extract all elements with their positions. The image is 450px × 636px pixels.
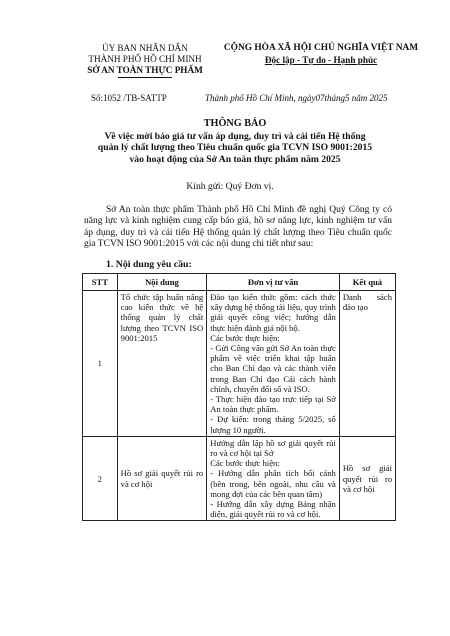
header-stt: STT xyxy=(83,274,118,291)
section-title: 1. Nội dung yêu cầu: xyxy=(106,259,192,270)
header-result: Kết quả xyxy=(339,274,395,291)
title-line-3: vào hoạt động của Sở An toàn thực phẩm năm 2025 xyxy=(129,153,341,165)
agency-line-3: SỞ AN TOÀN THỰC PHẨM xyxy=(87,65,203,75)
title-line-1: Về việc mời báo giá tư vấn áp dụng, duy trì và cải tiến Hệ thống xyxy=(104,130,366,142)
document-title xyxy=(40,118,430,165)
header-unit: Đơn vị tư vấn xyxy=(207,274,340,291)
agency-line-2: THÀNH PHỐ HỒ CHÍ MINH xyxy=(88,54,202,64)
table-row xyxy=(83,291,396,437)
row-content: Hồ sơ giải quyết rủi ro và cơ hội xyxy=(117,436,207,521)
row-unit xyxy=(207,436,340,521)
unit-line: - Gửi Công văn gửi Sở An toàn thực phẩm về việc triển khai tập huấn cho Ban Chỉ đạo và các thành viên trong Ban Chỉ đạo Cải cách hành chính, chuyển đổi số và ISO. xyxy=(210,343,336,394)
table-header-row xyxy=(83,274,396,291)
unit-line: Hướng dẫn lập hồ sơ giải quyết rủi ro và cơ hội tại Sở xyxy=(210,437,336,459)
unit-line: Các bước thực hiện: xyxy=(210,458,280,469)
unit-line: - Dự kiến: trong tháng 5/2025, số lượng 10 người. xyxy=(210,414,336,435)
greeting: Kính gửi: Quý Đơn vị. xyxy=(186,181,274,192)
nation-line-1: CỘNG HÒA XÃ HỘI CHỦ NGHĨA VIỆT NAM xyxy=(223,43,419,53)
row-content: Tổ chức tập huấn nâng cao kiến thức về hệ thống quản lý chất lượng theo TCVN ISO 9001:2015 xyxy=(117,291,207,437)
unit-line: - Hướng dẫn phân tích bối cảnh (bên trong, bên ngoài, nhu cầu và mong đợi của các bên quan tâm) xyxy=(210,468,336,499)
unit-line: Các bước thực hiện: xyxy=(210,332,280,343)
place-and-date: Thành phố Hồ Chí Minh, ngày07tháng5 năm 2025 xyxy=(205,93,388,103)
agency-line-1: ỦY BAN NHÂN DÂN xyxy=(102,43,188,53)
row-stt: 1 xyxy=(83,291,118,437)
nation-motto: Độc lập - Tự do - Hạnh phúc xyxy=(264,55,378,65)
table-row xyxy=(83,436,396,521)
agency-underline xyxy=(118,77,172,78)
row-result: Hồ sơ giải quyết rủi ro và cơ hội xyxy=(339,436,395,521)
header-content: Nội dung xyxy=(117,274,207,291)
body-paragraph: Sở An toàn thực phẩm Thành phố Hồ Chí Minh đề nghị Quý Công ty có năng lực và kinh nghiệm cung cấp báo giá, hồ sơ năng lực, kinh nghiệm tư vấn áp dụng, duy trì và cải tiến Hệ thống quản lý chất lượng theo Tiêu chuẩn quốc gia TCVN ISO 9001:2015 với các nội dung chi tiết như sau: xyxy=(84,205,392,249)
issuing-agency xyxy=(70,43,220,78)
national-header xyxy=(212,42,430,66)
requirements-table xyxy=(82,273,396,521)
row-result: Danh sách đào tạo xyxy=(339,291,395,437)
unit-line: Đào tạo kiến thức gồm: cách thức xây dựng hệ thống tài liệu, quy trình giải quyết công việc; hướng dẫn thực hiện đánh giá nội bộ. xyxy=(210,292,336,333)
unit-line: - Thực hiện đào tạo trực tiếp tại Sở An toàn thực phẩm. xyxy=(210,394,336,415)
document-number: Số:1052 /TB-SATTP xyxy=(91,93,167,103)
title-line-2: quản lý chất lượng theo Tiêu chuẩn quốc gia TCVN ISO 9001:2015 xyxy=(97,142,373,154)
row-unit xyxy=(207,291,340,437)
row-stt: 2 xyxy=(83,436,118,521)
unit-line: - Hướng dẫn xây dựng Bảng nhận diện, giải quyết rủi ro và cơ hội. xyxy=(210,499,336,520)
title-main: THÔNG BÁO xyxy=(203,118,267,129)
